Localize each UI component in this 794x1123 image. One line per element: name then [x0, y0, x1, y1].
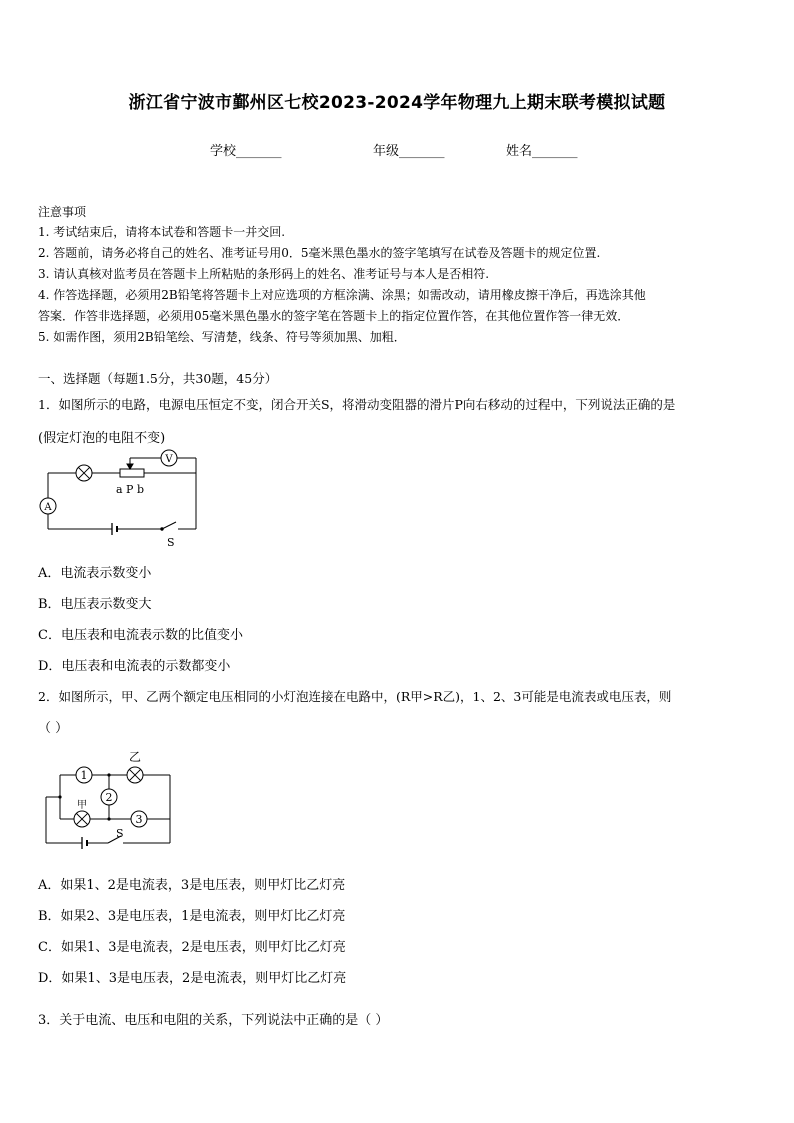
notes-heading: 注意事项 — [38, 205, 87, 219]
q3-stem: 3．关于电流、电压和电阻的关系，下列说法中正确的是（ ） — [38, 1013, 389, 1028]
q2-option-c: C．如果1、3是电流表，2是电压表，则甲灯比乙灯亮 — [38, 940, 346, 955]
section-heading: 一、选择题（每题1.5分，共30题，45分） — [38, 371, 278, 386]
page-title: 浙江省宁波市鄞州区七校2023-2024学年物理九上期末联考模拟试题 — [128, 93, 666, 113]
q2-stem-bracket: （ ） — [38, 721, 69, 736]
ammeter-label: A — [44, 502, 52, 513]
meter-1-label: 1 — [80, 769, 88, 782]
q1-option-d: D．电压表和电流表的示数都变小 — [38, 659, 231, 674]
q2-option-d: D．如果1、3是电压表，2是电流表，则甲灯比乙灯亮 — [38, 971, 347, 986]
lamp-jia-label: 甲 — [77, 800, 87, 811]
q1-option-a: A．电流表示数变小 — [38, 566, 152, 581]
q2-circuit-diagram — [38, 745, 178, 857]
q2-option-b: B．如果2、3是电压表，1是电流表，则甲灯比乙灯亮 — [38, 909, 346, 924]
switch-label: S — [116, 827, 124, 840]
grade-field: 年级_______ — [373, 144, 445, 159]
school-field: 学校_______ — [210, 144, 282, 159]
rheostat-label: a P b — [116, 483, 144, 496]
q1-option-b: B．电压表示数变大 — [38, 597, 152, 612]
q1-circuit-diagram — [36, 446, 206, 550]
note-item: 4. 作答选择题，必须用2B铅笔将答题卡上对应选项的方框涂满、涂黑；如需改动，请用橡皮擦干净后，再选涂其他 — [38, 288, 646, 302]
switch-label: S — [167, 536, 175, 549]
meter-2-label: 2 — [105, 791, 113, 804]
q1-stem-note: (假定灯泡的电阻不变) — [38, 431, 166, 446]
q1-stem: 1．如图所示的电路，电源电压恒定不变，闭合开关S，将滑动变阻器的滑片P向右移动的过程中，下列说法正确的是 — [38, 397, 676, 412]
q2-option-a: A．如果1、2是电流表，3是电压表，则甲灯比乙灯亮 — [38, 878, 346, 893]
rheostat-icon — [120, 469, 144, 477]
switch-icon — [162, 522, 176, 529]
meter-3-label: 3 — [135, 813, 143, 826]
note-item: 3. 请认真核对监考员在答题卡上所粘贴的条形码上的姓名、准考证号与本人是否相符. — [38, 267, 490, 281]
voltmeter-label: V — [165, 454, 173, 465]
q2-stem: 2．如图所示，甲、乙两个额定电压相同的小灯泡连接在电路中，(R甲>R乙)，1、2、3可能是电流表或电压表，则 — [38, 689, 672, 704]
note-item: 2. 答题前，请务必将自己的姓名、准考证号用0．5毫米黑色墨水的签字笔填写在试卷及答题卡的规定位置. — [38, 246, 601, 260]
lamp-yi-label: 乙 — [128, 750, 142, 764]
q1-option-c: C．电压表和电流表示数的比值变小 — [38, 628, 243, 643]
note-item: 5. 如需作图，须用2B铅笔绘、写清楚，线条、符号等须加黑、加粗． — [38, 330, 406, 344]
note-item: 答案．作答非选择题，必须用05毫米黑色墨水的签字笔在答题卡上的指定位置作答，在其他位置作答一律无效． — [38, 309, 630, 323]
name-field: 姓名_______ — [506, 144, 578, 159]
note-item: 1. 考试结束后，请将本试卷和答题卡一并交回. — [38, 225, 286, 239]
